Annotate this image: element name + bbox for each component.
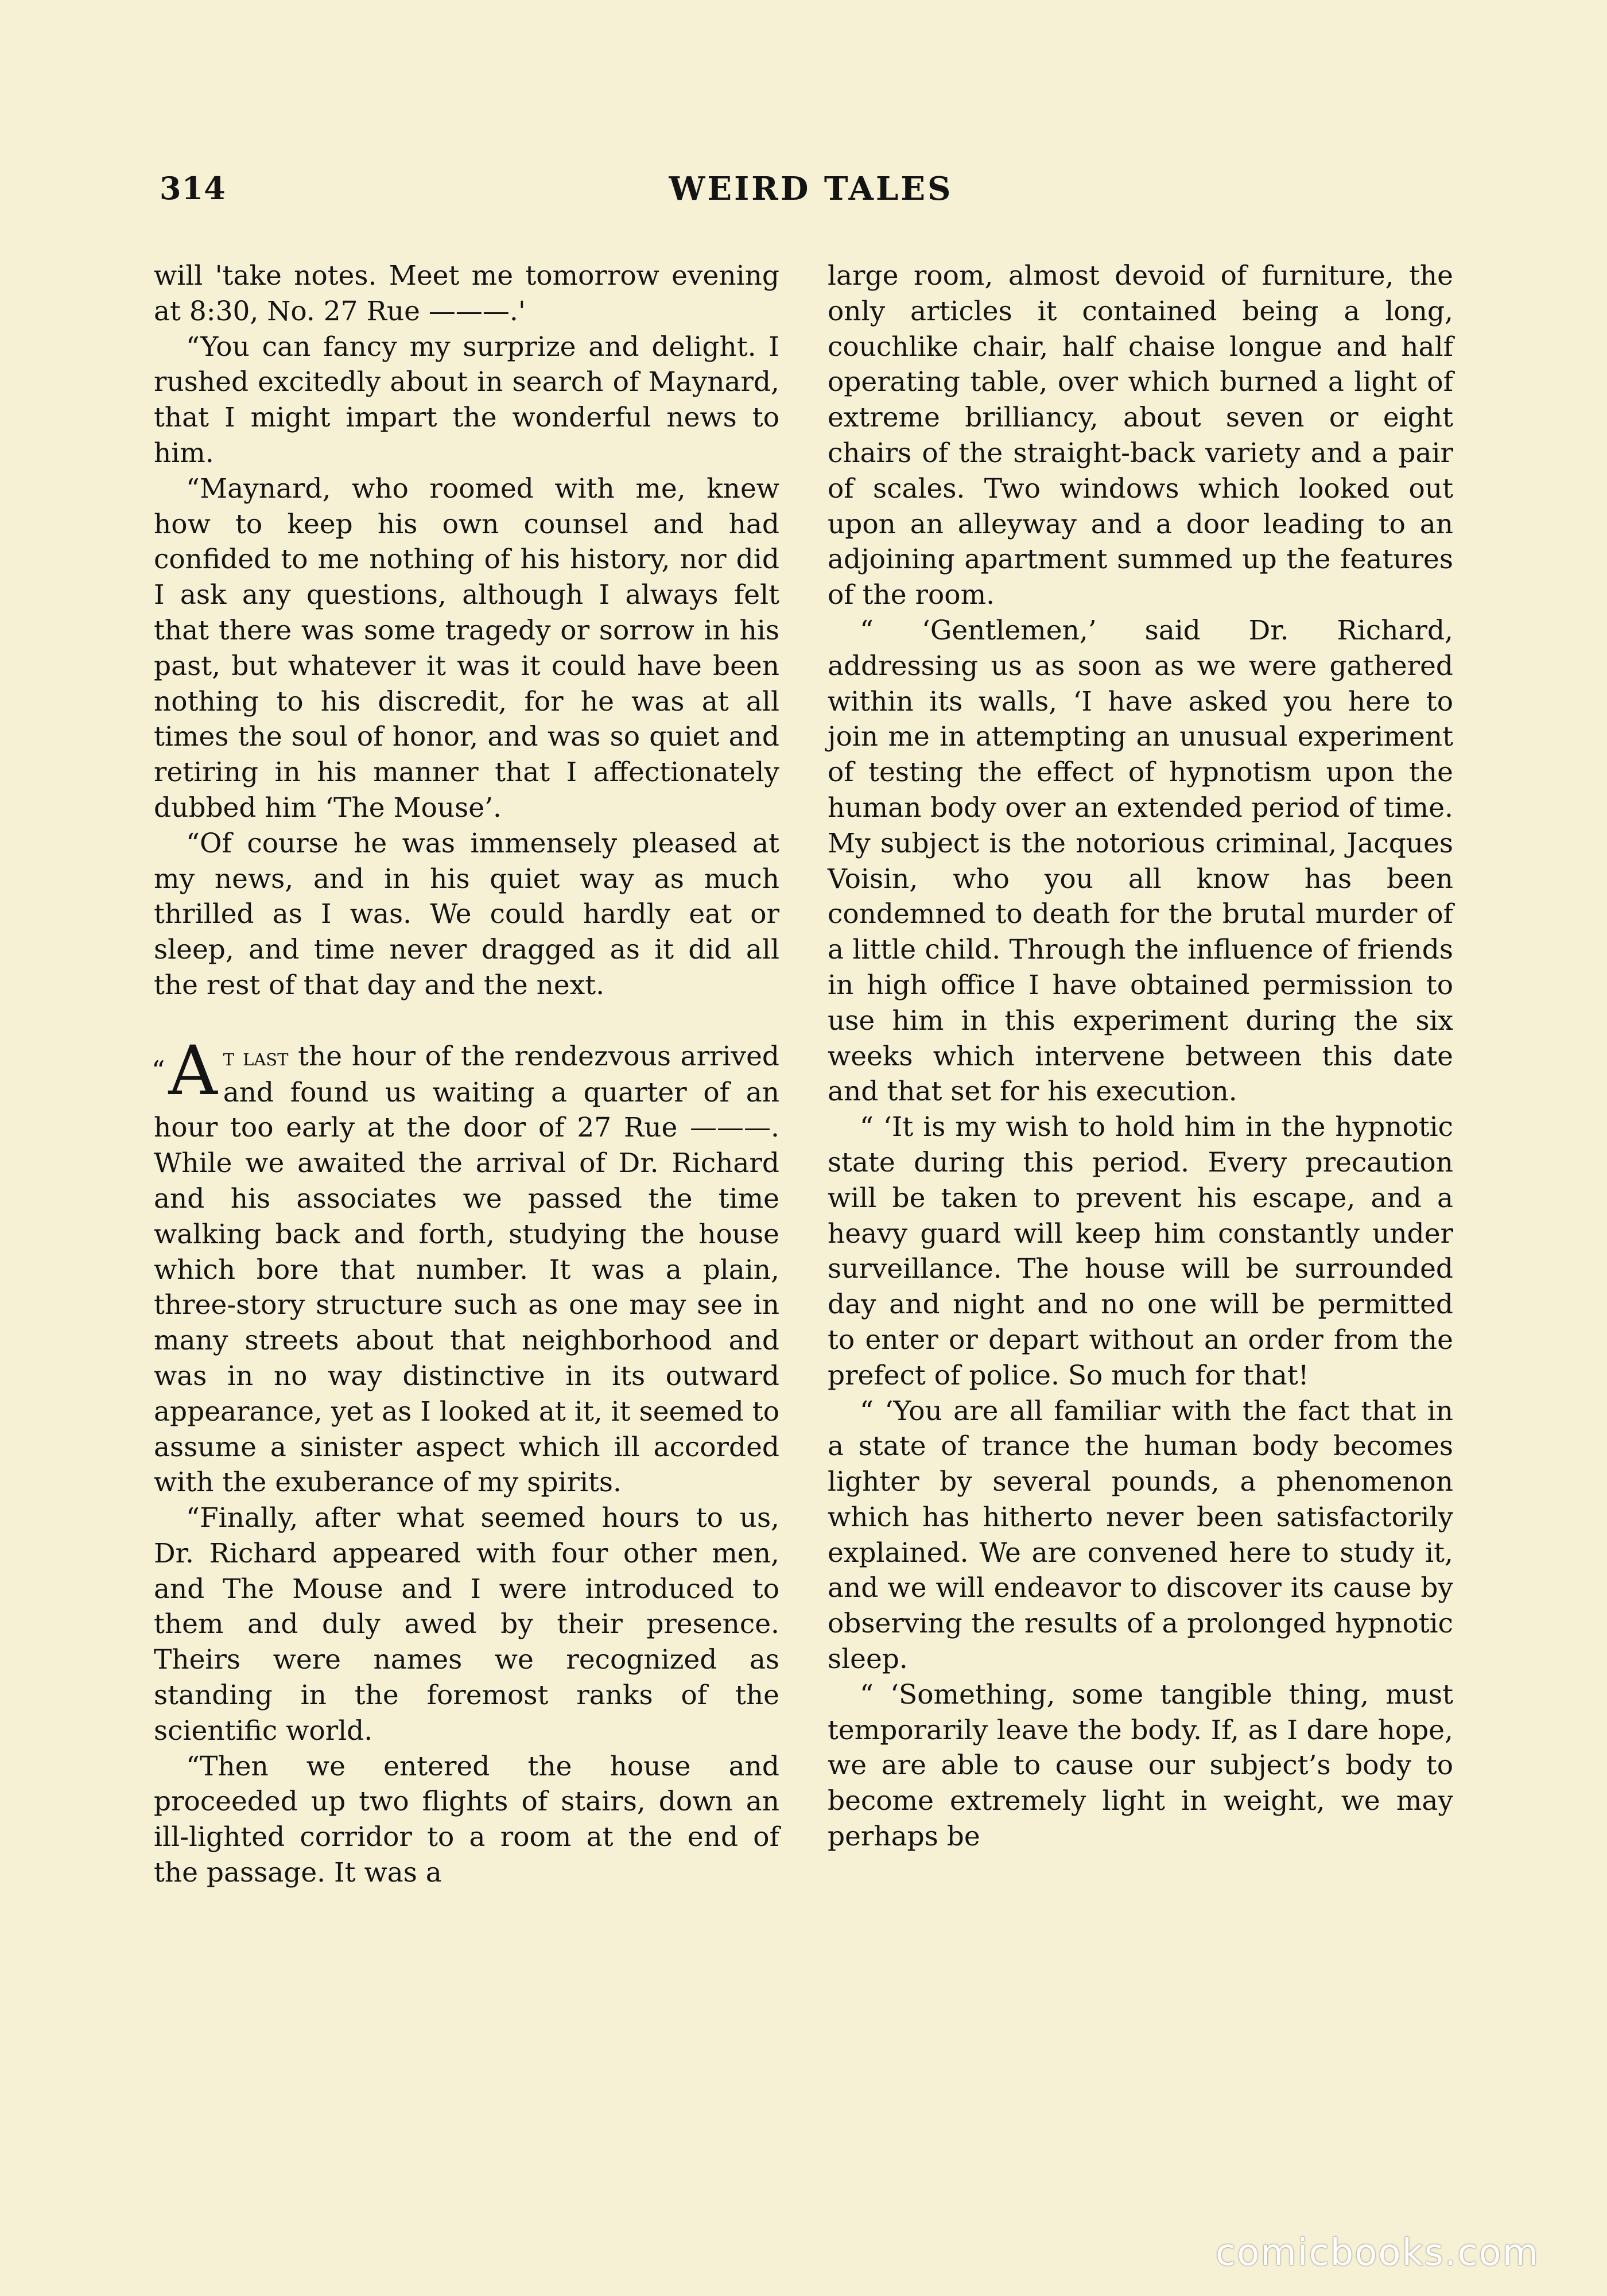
watermark: comicbooks.com (1215, 2232, 1539, 2274)
page-header (160, 170, 1462, 216)
drop-cap-letter: A (168, 1030, 218, 1110)
page-number: 314 (160, 170, 226, 207)
paragraph: “Maynard, who roomed with me, knew how to keep his own counsel and had confided to me nothing of his history, nor did I ask any questions, although I always felt that there was some tragedy or sorrow in his past, but whatever it was it could have been nothing to his discredit, for he was at all times the soul of honor, and was so quiet and retiring in his manner that I affectionately dubbed him ‘The Mouse’. (154, 472, 779, 824)
paragraph: large room, almost devoid of furniture, the only articles it contained being a long, couchlike chair, half chaise longue and half operating table, over which burned a light of extreme brilliancy, about seven or eight chairs of the straight-back variety and a pair of scales. Two windows which looked out upon an alleyway and a door leading to an adjoining apartment summed up the features of the room. (828, 260, 1453, 611)
paragraph: “ ‘Gentlemen,’ said Dr. Richard, addressing us as soon as we were gathered within its walls, ‘I have asked you here to join me in attempting an unusual experiment of testing the effect of hypnotism upon the human body over an extended period of time. My subject is the notorious criminal, Jacques Voisin, who you all know has been condemned to death for the brutal murder of a little child. Through the influence of friends in high office I have obtained permission to use him in this experiment during the six weeks which intervene between this date and that set for his execution. (828, 614, 1453, 1108)
drop-cap (152, 1030, 218, 1110)
paragraph-text: the hour of the rendezvous arrived and found us waiting a quarter of an hour too early at the door of 27 Rue ———. While we awaited the arrival of Dr. Richard and his associates we passed the time walking back and forth, studying the house which bore that number. It was a plain, three-story structure such as one may see in many streets about that neighborhood and was in no way distinctive in its outward appearance, yet as I looked at it, it seemed to assume a sinister aspect which ill accorded with the exuberance of my spirits. (154, 1040, 779, 1499)
paragraph: “Finally, after what seemed hours to us, Dr. Richard appeared with four other men, and The Mouse and I were introduced to them and duly awed by their presence. Theirs were names we recognized as standing in the foremost ranks of the scientific world. (154, 1502, 779, 1747)
paragraph: will 'take notes. Meet me tomorrow evening at 8:30, No. 27 Rue ———.' (154, 260, 779, 327)
right-column (828, 258, 1453, 1855)
paragraph: “ ‘Something, some tangible thing, must temporarily leave the body. If, as I dare hope, we are able to cause our subject’s body to become extremely light in weight, we may perhaps be (828, 1678, 1453, 1853)
paragraph: “Of course he was immensely pleased at my news, and in his quiet way as much thrilled as I was. We could hardly eat or sleep, and time never dragged as it did all the rest of that day and the next. (154, 827, 779, 1001)
section-paragraph (152, 1030, 779, 1500)
paragraph: “Then we entered the house and proceeded up two flights of stairs, down an ill-lighted corridor to a room at the end of the passage. It was a (154, 1750, 779, 1889)
paragraph: “You can fancy my surprize and delight. I rushed excitedly about in search of Maynard, that I might impart the wonderful news to him. (154, 331, 779, 469)
paragraph: “ ‘It is my wish to hold him in the hypnotic state during this period. Every precaution will be taken to prevent his escape, and a heavy guard will keep him constantly under surveillance. The house will be surrounded day and night and no one will be permitted to enter or depart without an order from the prefect of police. So much for that! (828, 1111, 1453, 1391)
paragraph: “ ‘You are all familiar with the fact that in a state of trance the human body becomes lighter by several pounds, a phenomenon which has hitherto never been satisfactorily explained. We are convened here to study it, and we will endeavor to discover its cause by observing the results of a prolonged hypnotic sleep. (828, 1395, 1453, 1676)
small-caps-lead: t last (223, 1042, 289, 1071)
left-column (154, 258, 779, 1891)
running-title: WEIRD TALES (669, 170, 953, 208)
drop-cap-quote: “ (152, 1054, 165, 1086)
